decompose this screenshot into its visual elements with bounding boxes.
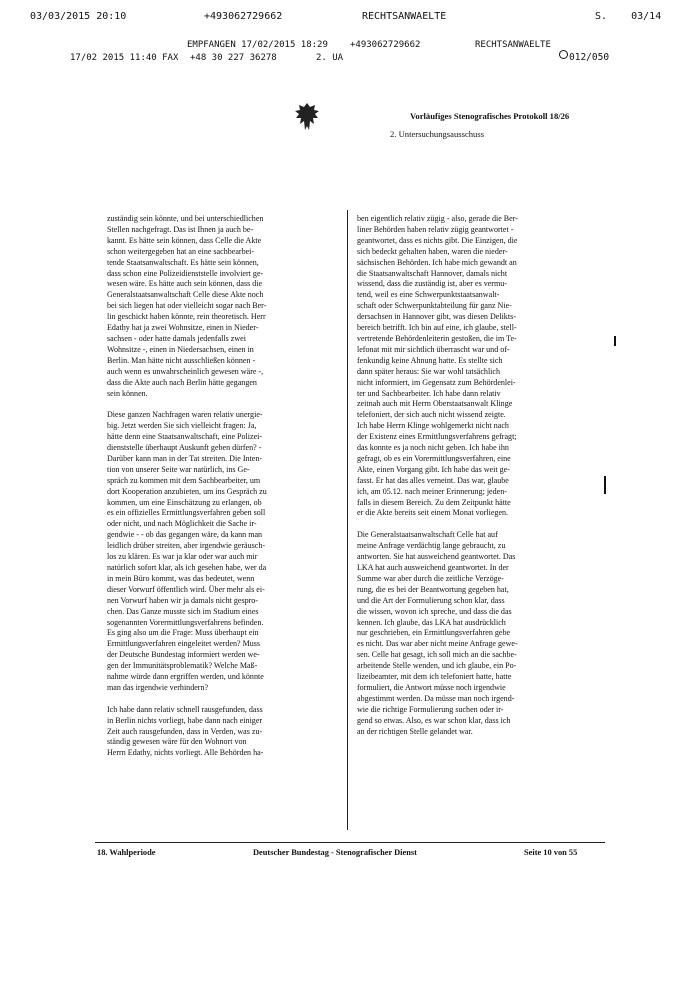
text-line: tion von unserer Seite war natürlich, ins Ge- <box>107 464 250 474</box>
text-line: abgestimmt werden. Da müsse man noch irgend- <box>357 693 515 703</box>
text-line: wissend, dass die zuständig ist, aber es vermu- <box>357 279 507 289</box>
text-line: lin geschickt haben könnte, rein theoretisch. Herr <box>107 312 266 322</box>
text-line: Generalstaatsanwaltschaft Celle diese Akte noch <box>107 290 264 300</box>
text-line: an der richtigen Stelle gelandet war. <box>357 726 473 736</box>
text-line: big. Jetzt werden Sie sich vielleicht fragen: Ja, <box>107 421 257 431</box>
text-line: bei sich liegen hat oder vielleicht sogar nach Ber- <box>107 301 267 311</box>
margin-pen-mark <box>604 476 606 494</box>
text-line: ter und Sachbearbeiter. Ich habe dann relativ <box>357 388 501 398</box>
text-line: wie die richtige Formulierung suchen oder ir- <box>357 704 504 714</box>
text-line: hätte denn eine Staatsanwaltschaft, eine Polizei- <box>107 432 263 442</box>
text-line: kommen, um eine Einschätzung zu erlangen, ob <box>107 497 262 507</box>
text-line: nahme würde dann ergriffen werden, und könnte <box>107 672 264 682</box>
protocol-title: Vorläufiges Stenografisches Protokoll 18/26 <box>410 111 570 121</box>
footer-page-number: Seite 10 von 55 <box>524 848 578 857</box>
text-line: Herrn Edathy, nichts vorliegt. Alle Behörden ha- <box>107 748 264 758</box>
text-line: schon weitergegeben hat an eine sachbearbei- <box>107 246 255 256</box>
text-line: sein können. <box>107 388 148 398</box>
text-line: Berlin. Man hätte nicht ausschließen können - <box>107 355 256 365</box>
text-line: dass schon eine Polizeidienststelle involviert ge- <box>107 268 264 278</box>
text-line: vertretende Behördenleiterin gestoßen, die im Te- <box>357 333 517 343</box>
text-line: LKA hat auch ausweichend geantwortet. In der <box>357 562 509 572</box>
text-line: nicht informiert, im Gegensatz zum Behördenlei- <box>357 377 516 387</box>
text-line: dort Kooperation anzubieten, um ins Gespräch zu <box>107 486 267 496</box>
right-column <box>357 214 593 737</box>
fax-date-line: 17/02 2015 11:40 FAX <box>70 53 179 63</box>
fax-phone-received: +493062729662 <box>350 40 421 50</box>
text-line: ben eigentlich relativ zügig - also, gerade die Ber- <box>357 214 518 223</box>
text-line: liner Behörden haben relativ zügig geantwortet - <box>357 224 514 234</box>
text-line: Ich habe dann relativ schnell rausgefunden, dass <box>107 704 263 714</box>
text-line: der Existenz eines Ermittlungsverfahrens gefragt; <box>357 432 517 442</box>
fax-phone-top: +493062729662 <box>204 11 283 22</box>
text-line: leidlich drüber streiten, aber irgendwie geräusch- <box>107 541 266 551</box>
text-line: die wissen, wovon ich spreche, und dass die das <box>357 606 512 616</box>
text-line: oder nicht, und nach Möglichkeit die Sache ir- <box>107 519 257 529</box>
text-line: in Berlin nichts vorliegt, habe dann nach einiger <box>107 715 263 725</box>
text-line: formuliert, die Antwort müsse noch irgendwie <box>357 682 506 692</box>
text-line: dann später heraus: Sie war wohl tatsächlich <box>357 366 501 376</box>
text-line: sächsischen Behörden. Ich habe mich gewandt an <box>357 257 517 267</box>
footer-service: Deutscher Bundestag - Stenografischer Dienst <box>253 848 417 857</box>
text-line: geantwortet, dass es nichts gibt. Die Einzigen, die <box>357 235 518 245</box>
text-line: kannt. Es hätte sein können, dass Celle die Akte <box>107 235 262 245</box>
fax-date-time: 03/03/2015 20:10 <box>30 11 127 22</box>
text-line: Zeit auch rausgefunden, dass in Verden, was zu- <box>107 726 263 736</box>
text-line: tend, weil es eine Schwerpunktstaatsanwalt- <box>357 290 500 300</box>
text-line: Stellen nachgefragt. Das ist Ihnen ja auch be- <box>107 224 254 234</box>
text-line: es nicht. Das war aber nicht meine Anfrage gewe- <box>357 639 518 649</box>
column-divider <box>347 210 348 830</box>
text-line: in mein Büro kommt, was das bedeutet, wenn <box>107 573 255 583</box>
text-line: Darüber kann man in der Tat streiten. Die Inten- <box>107 453 263 463</box>
text-line: wesen wäre. Es hätte auch sein können, dass die <box>107 279 263 289</box>
text-line: antworten. Sie hat ausweichend geantwortet. Das <box>357 552 516 562</box>
fax-received: EMPFANGEN 17/02/2015 18:29 <box>187 40 328 50</box>
text-line: Ermittlungsverfahren eingeleitet werden? Muss <box>107 639 261 649</box>
text-line: auch wenn es unwahrscheinlich gewesen wäre -, <box>107 366 264 376</box>
text-line: ständig gewesen wäre für den Wohnort von <box>107 737 247 747</box>
text-line: es ein offizielles Ermittlungsverfahren geben soll <box>107 508 266 518</box>
text-line: telefoniert, der sich auch nicht wissend zeigte. <box>357 410 506 420</box>
right-paragraph-2 <box>357 530 593 737</box>
text-line: das konnte es ja noch nicht geben. Ich habe ihn <box>357 443 509 453</box>
margin-pen-mark <box>614 336 616 346</box>
footer-rule <box>95 842 605 843</box>
text-line: fasst. Er hat das alles verneint. Das war, glaube <box>357 475 509 485</box>
text-line: arbeitende Stelle wenden, und ich glaube, ein Po- <box>357 661 517 671</box>
text-line: gend so etwas. Also, es war schon klar, dass ich <box>357 715 511 725</box>
text-line: falls in diesem Bereich. Zu dem Zeitpunkt hätte <box>357 497 511 507</box>
fax-sender-received: RECHTSANWAELTE <box>475 40 551 50</box>
text-line: kennen. Ich glaube, das LKA hat ausdrücklich <box>357 617 506 627</box>
left-paragraph-1 <box>107 214 339 399</box>
text-line: sen. Celle hat gesagt, ich soll mich an die sachbe- <box>357 650 517 660</box>
text-line: er die Akte bereits seit einem Monat vorliegen. <box>357 508 509 518</box>
text-line: gefragt, ob es ein Vorermittlungsverfahren, eine <box>357 453 511 463</box>
text-line: nen Vorwurf haben wir ja damals nicht gespro- <box>107 595 258 605</box>
footer-legislative-period: 18. Wahlperiode <box>97 848 156 857</box>
text-line: ich, am 05.12. nach meiner Erinnerung; jeden- <box>357 486 507 496</box>
text-line: los zu klären. Es war ja klar oder war auch mir <box>107 552 258 562</box>
circle-mark-icon <box>559 50 568 59</box>
text-line: dienststelle überhaupt Auskunft geben dürfen? - <box>107 443 262 453</box>
text-line: zuständig sein könnte, und bei unterschiedlichen <box>107 214 264 223</box>
text-line: gen der Immunitätsproblematik? Welche Maß- <box>107 661 258 671</box>
text-line: tende Staatsanwaltschaft. Es hätte sein können, <box>107 257 259 267</box>
text-line: spräch zu kommen mit dem Sachbearbeiter, um <box>107 475 261 485</box>
committee-name: 2. Untersuchungsausschuss <box>390 129 485 139</box>
text-line: bereich betrifft. Ich bin auf eine, ich glaube, stell- <box>357 323 517 333</box>
text-line: sich bedeckt gehalten haben, waren die nieder- <box>357 246 508 256</box>
text-line: Akte, einen Vorgang gibt. Ich habe das weit ge- <box>357 464 510 474</box>
text-line: chen. Das Ganze musste sich im Stadium eines <box>107 606 259 616</box>
fax-ua: 2. UA <box>316 53 344 63</box>
text-line: Diese ganzen Nachfragen waren relativ unergie- <box>107 410 263 420</box>
text-line: und die Art der Formulierung schon klar, dass <box>357 595 505 605</box>
left-column <box>107 214 339 759</box>
text-line: Es ging also um die Frage: Muss überhaupt ein <box>107 628 259 638</box>
text-line: Die Generalstaatsanwaltschaft Celle hat auf <box>357 530 498 540</box>
text-line: Wohnsitze -, einen in Niedersachsen, einen in <box>107 344 254 354</box>
bundestag-eagle-icon <box>290 100 324 134</box>
fax-page-code: 012/050 <box>569 52 610 63</box>
text-line: gendwie - - ob das gegangen wäre, da kann man <box>107 530 263 540</box>
text-line: der Deutsche Bundestag informiert werden we- <box>107 650 260 660</box>
text-line: dersachsen in Hannover gibt, was diesen Delikts- <box>357 312 516 322</box>
fax-sender-top: RECHTSANWAELTE <box>362 11 447 22</box>
text-line: Ich habe Herrn Klinge wohlgemerkt nicht nach <box>357 421 509 431</box>
text-line: Summe war aber durch die zeitliche Verzöge- <box>357 573 504 583</box>
text-line: sogenannten Vorermittlungsverfahrens befinden. <box>107 617 264 627</box>
text-line: nur geschrieben, ein Ermittlungsverfahren gebe <box>357 628 511 638</box>
text-line: natürlich sofort klar, als ich gesehen habe, wer da <box>107 562 267 572</box>
text-line: dieser Vorwurf öffentlich wird. Über mehr als ei- <box>107 584 265 594</box>
text-line: dass die Akte auch nach Berlin hätte gegangen <box>107 377 257 387</box>
text-line: rung, die es bei der Beantwortung gegeben hat, <box>357 584 509 594</box>
text-line: fenkundig keine Ahnung hatte. Es stellte sich <box>357 355 503 365</box>
text-line: Edathy hat ja zwei Wohnsitze, einen in Nieder- <box>107 323 259 333</box>
text-line: meine Anfrage verdächtig lange gebraucht, zu <box>357 541 506 551</box>
text-line: lizeibeamter, mit dem ich telefoniert hatte, hatte <box>357 672 512 682</box>
fax-number: +48 30 227 36278 <box>190 53 277 63</box>
fax-page-number: S. 03/14 <box>595 11 662 22</box>
text-line: die Staatsanwaltschaft Hannover, damals nicht <box>357 268 508 278</box>
right-paragraph-1 <box>357 214 593 519</box>
left-paragraph-3 <box>107 705 339 760</box>
text-line: schaft oder Schwerpunktabteilung für ganz Nie- <box>357 301 512 311</box>
text-line: lefonat mit mir sichtlich überrascht war und of- <box>357 344 510 354</box>
text-line: sachsen - oder hatte damals jedenfalls zwei <box>107 333 246 343</box>
left-paragraph-2 <box>107 410 339 694</box>
text-line: zeitnah auch mit Herrn Oberstaatsanwalt Klinge <box>357 399 513 409</box>
text-line: man das irgendwie verhindern? <box>107 682 209 692</box>
